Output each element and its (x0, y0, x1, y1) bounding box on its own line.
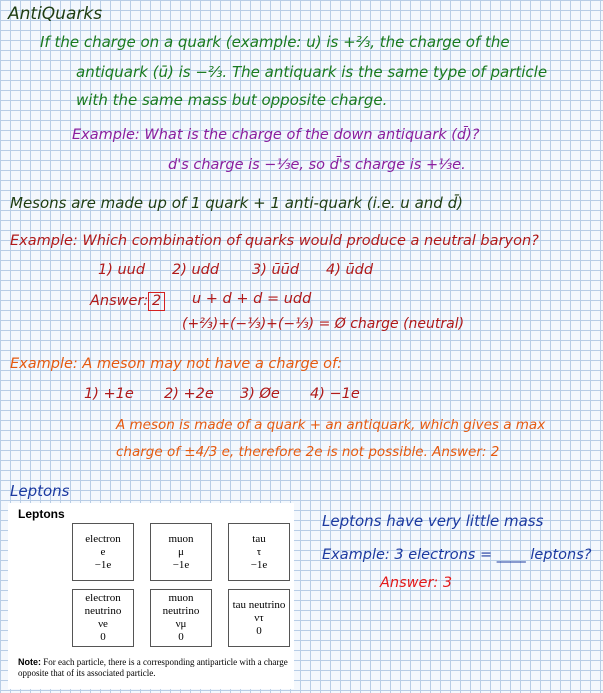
leptons-heading: Leptons (10, 482, 70, 500)
baryon-option-3: 3) ūūd (252, 262, 300, 278)
lepton-charge: 0 (178, 631, 184, 643)
mesons-definition: Mesons are made up of 1 quark + 1 anti-quark (i.e. u and d̄) (10, 194, 463, 212)
lepton-symbol: ντ (254, 611, 264, 624)
lepton-symbol: νe (98, 618, 108, 630)
meson-explanation-line-2: charge of ±4/3 e, therefore 2e is not possible. Answer: 2 (116, 444, 500, 460)
lepton-name: electron neutrino (84, 592, 122, 617)
note-text: For each particle, there is a corresponding antiparticle with a charge opposite that of its associated particle. (18, 657, 288, 678)
meson-option-2: 2) +2e (164, 386, 214, 402)
baryon-answer-box: 2 (148, 292, 165, 311)
leptons-table-panel (8, 503, 294, 689)
lepton-name: tau (252, 532, 266, 545)
lepton-charge: 0 (256, 624, 262, 637)
baryon-option-1: 1) uud (98, 262, 146, 278)
lepton-charge: −1e (250, 558, 268, 571)
lepton-name: muon (168, 532, 194, 545)
antiquark-example-question: Example: What is the charge of the down antiquark (d̄)? (72, 127, 480, 143)
antiquarks-line-3: with the same mass but opposite charge. (76, 91, 388, 109)
leptons-note (18, 657, 288, 679)
meson-option-4: 4) −1e (310, 386, 360, 402)
lepton-cell-muon-neutrino (150, 589, 212, 647)
baryon-work-line-2: (+⅔)+(−⅓)+(−⅓) = Ø charge (neutral) (182, 316, 465, 332)
meson-explanation-line-1: A meson is made of a quark + an antiquark, which gives a max (116, 417, 546, 433)
lepton-name: electron (85, 532, 121, 545)
lepton-cell-muon (150, 523, 212, 581)
antiquarks-line-2: antiquark (ū) is −⅔. The antiquark is the same type of particle (76, 63, 548, 81)
baryon-example-question: Example: Which combination of quarks would produce a neutral baryon? (10, 233, 539, 249)
leptons-example: Example: 3 electrons = ____ leptons? (322, 547, 592, 563)
lepton-symbol: τ (256, 545, 262, 558)
lepton-cell-tau-neutrino (228, 589, 290, 647)
lepton-cell-electron (72, 523, 134, 581)
baryon-option-4: 4) ūdd (326, 262, 374, 278)
meson-option-3: 3) Øe (240, 386, 280, 402)
leptons-answer: Answer: 3 (380, 575, 453, 591)
lepton-charge: −1e (172, 558, 190, 571)
leptons-mass-note: Leptons have very little mass (322, 512, 544, 530)
lepton-symbol: νμ (175, 618, 187, 630)
lepton-name: muon neutrino (162, 592, 200, 617)
meson-option-1: 1) +1e (84, 386, 134, 402)
antiquarks-line-1: If the charge on a quark (example: u) is +⅔, the charge of the (40, 33, 510, 51)
antiquark-example-answer: d's charge is −⅓e, so d̄'s charge is +⅓e. (168, 157, 466, 173)
baryon-work-line-1: u + d + d = udd (192, 291, 312, 307)
lepton-symbol: μ (178, 545, 184, 558)
lepton-cell-tau (228, 523, 290, 581)
baryon-option-2: 2) udd (172, 262, 220, 278)
lepton-cell-electron-neutrino (72, 589, 134, 647)
meson-example-question: Example: A meson may not have a charge of: (10, 356, 343, 372)
leptons-panel-title: Leptons (18, 507, 65, 521)
lepton-symbol: e (100, 545, 106, 558)
antiquarks-heading: AntiQuarks (8, 4, 103, 24)
lepton-charge: 0 (100, 631, 106, 643)
lepton-name: tau neutrino (232, 598, 286, 611)
lepton-charge: −1e (94, 558, 112, 571)
baryon-answer-label: Answer: (90, 293, 149, 309)
note-label: Note: (18, 657, 41, 667)
